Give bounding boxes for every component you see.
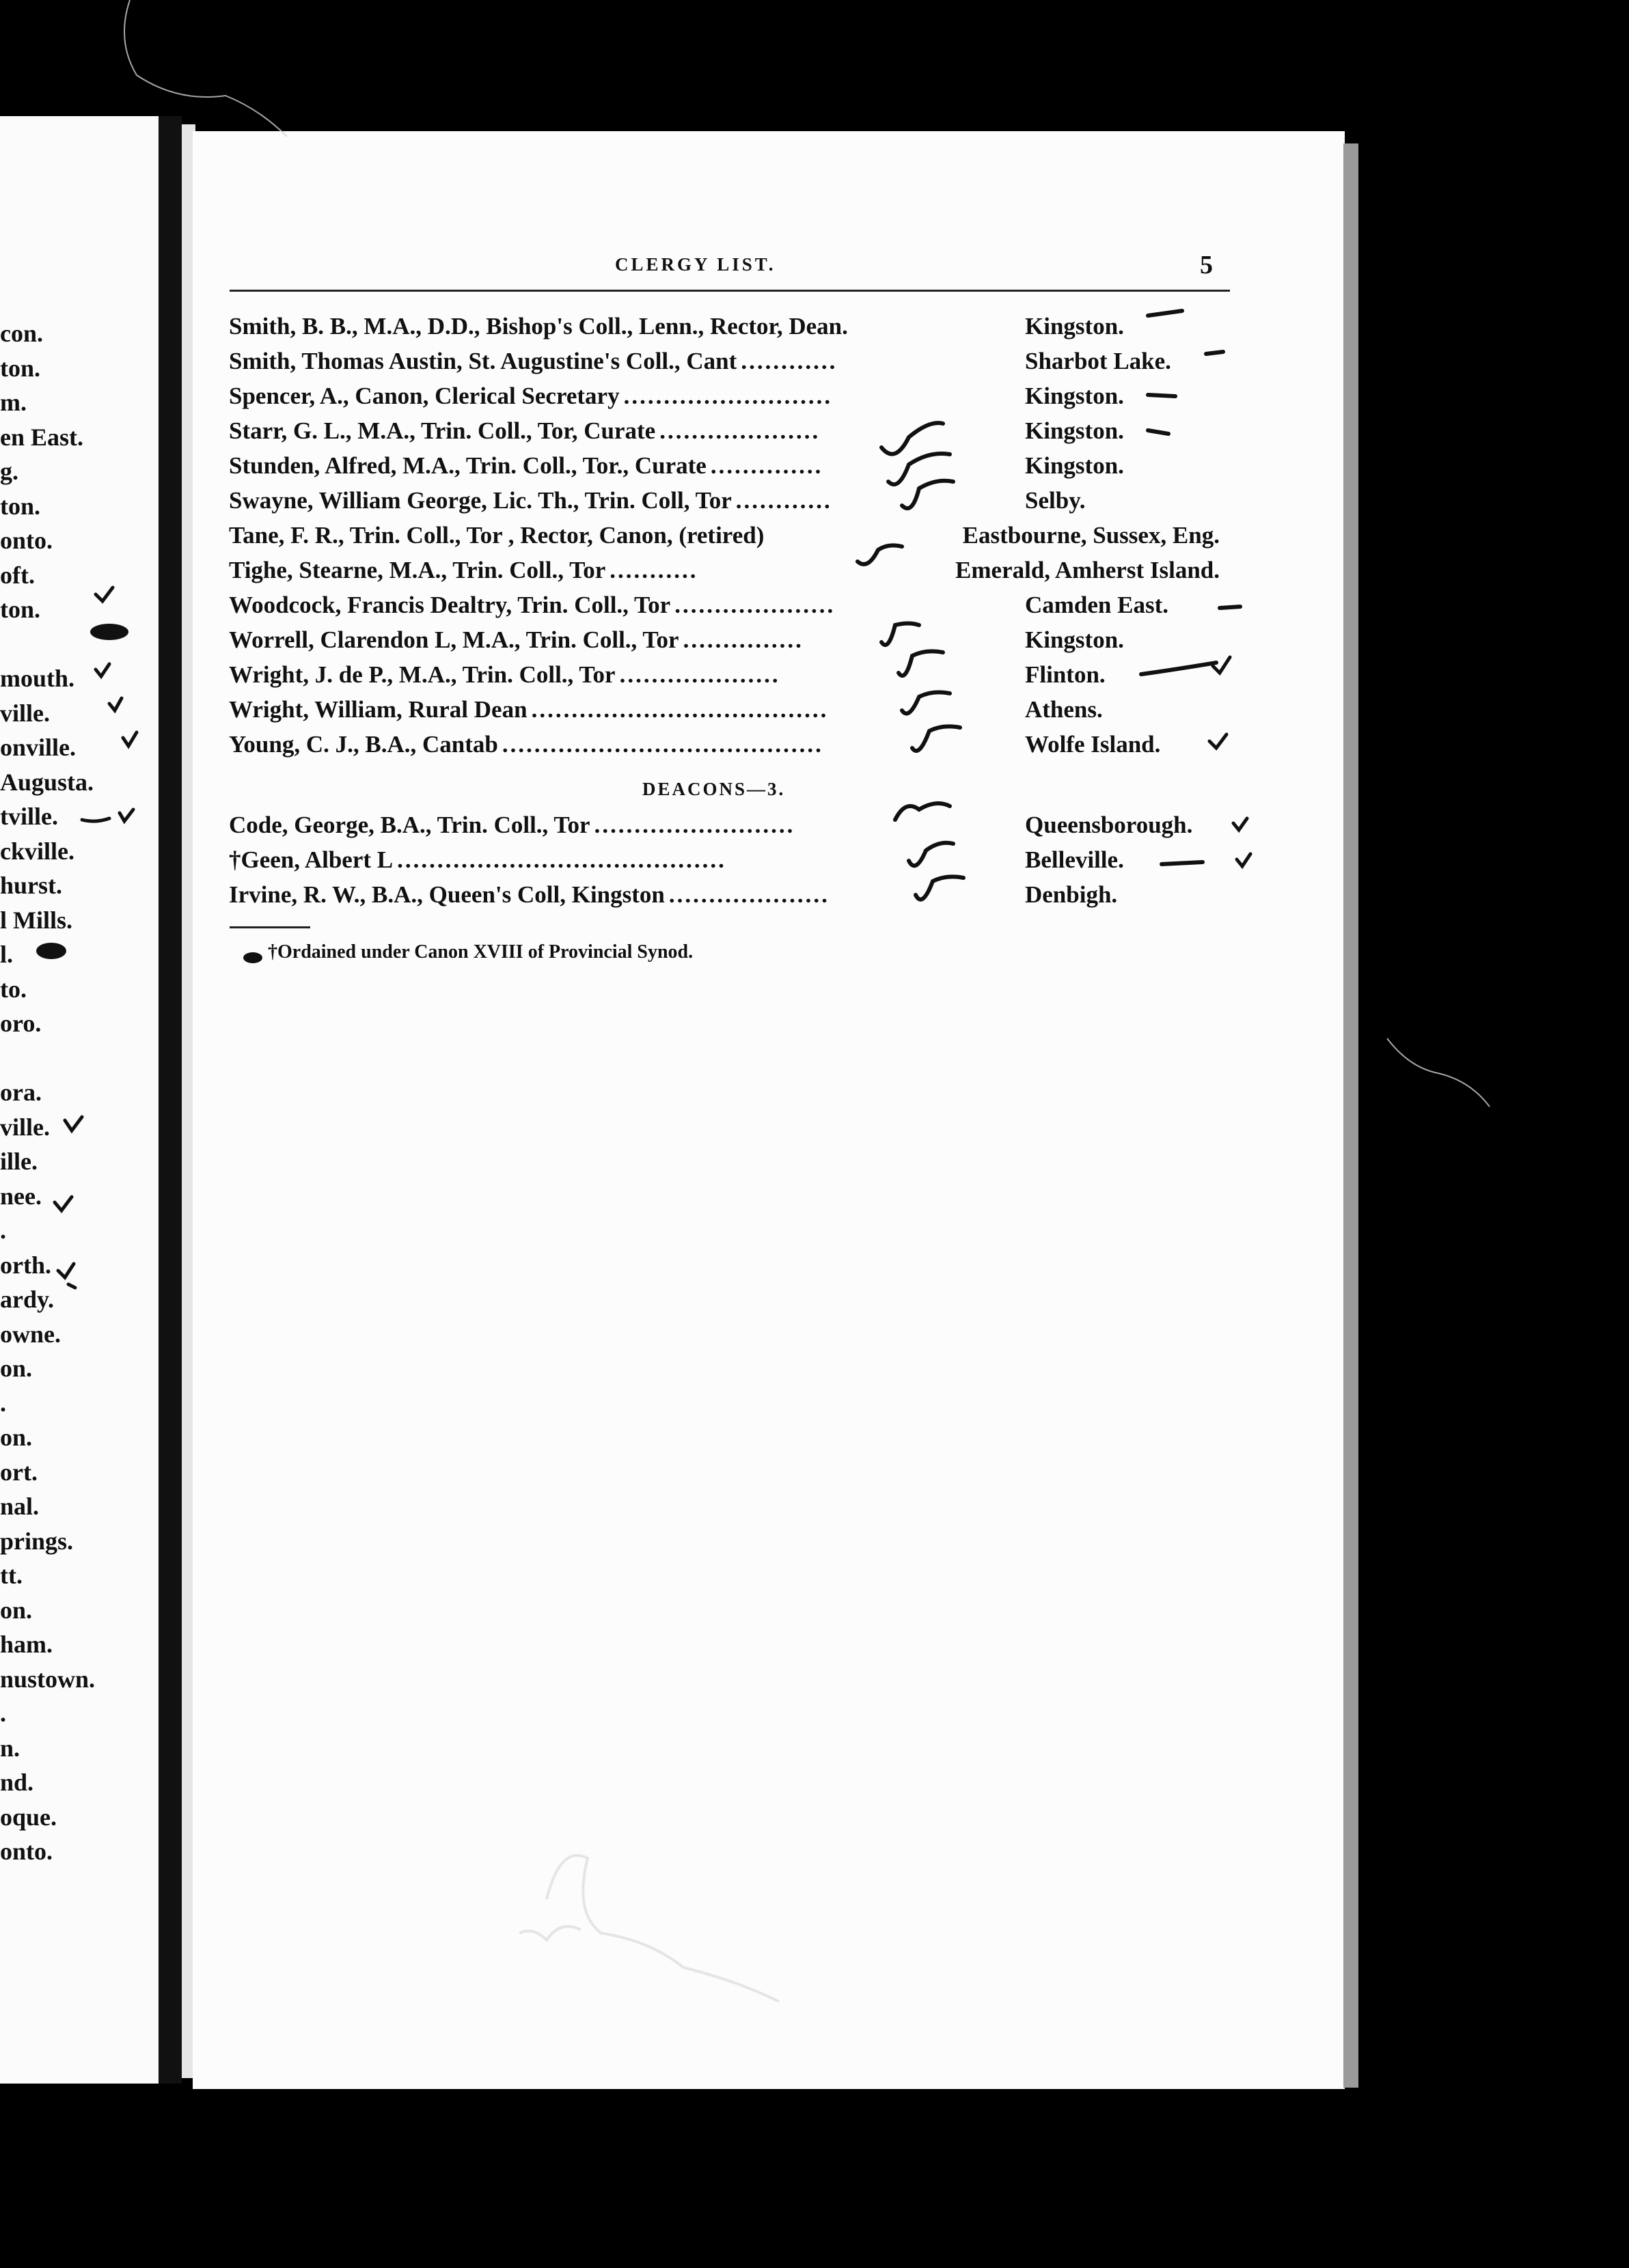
- left-page-line: nal.: [0, 1493, 40, 1520]
- left-page-line: nd.: [0, 1769, 34, 1796]
- clergy-name: Wright, William, Rural Dean: [229, 696, 528, 723]
- clergy-name: Swayne, William George, Lic. Th., Trin. Coll, Tor: [229, 487, 732, 514]
- left-page-line: oque.: [0, 1803, 57, 1831]
- left-page-line: mouth.: [0, 665, 75, 692]
- clergy-place: Eastbourne, Sussex, Eng.: [962, 522, 1220, 549]
- leader-dots: .....................................: [531, 697, 829, 721]
- left-page-line: .: [0, 1700, 6, 1727]
- left-page-line: onville.: [0, 734, 77, 761]
- leader-dots: ....................: [668, 883, 830, 907]
- left-page-line: ton.: [0, 596, 41, 623]
- left-page-line: onto.: [0, 1838, 53, 1865]
- clergy-name: Stunden, Alfred, M.A., Trin. Coll., Tor., Curate: [229, 452, 707, 479]
- clergy-place: Selby.: [1025, 487, 1086, 514]
- clergy-place: Emerald, Amherst Island.: [955, 557, 1220, 583]
- clergy-name: Smith, Thomas Austin, St. Augustine's Coll., Cant: [229, 348, 737, 374]
- clergy-name: Tighe, Stearne, M.A., Trin. Coll., Tor: [229, 557, 606, 583]
- left-page-line: con.: [0, 320, 43, 347]
- clergy-name: Code, George, B.A., Trin. Coll., Tor: [229, 812, 590, 838]
- left-page-line: .: [0, 1217, 6, 1244]
- clergy-place: Kingston.: [1025, 313, 1124, 340]
- leader-dots: ............: [741, 349, 838, 373]
- left-page-line: ville.: [0, 1113, 50, 1141]
- leader-dots: ........................................: [502, 732, 823, 756]
- clergy-place: Kingston.: [1025, 626, 1124, 653]
- clergy-name: †Geen, Albert L: [229, 846, 394, 873]
- left-page-line: .: [0, 1389, 6, 1417]
- clergy-place: Kingston.: [1025, 452, 1124, 479]
- left-page-line: l.: [0, 941, 14, 968]
- clergy-name: Irvine, R. W., B.A., Queen's Coll, Kingston: [229, 881, 665, 908]
- left-page-line: to.: [0, 975, 27, 1003]
- clergy-name: Starr, G. L., M.A., Trin. Coll., Tor, Curate: [229, 417, 656, 444]
- clergy-place: Kingston.: [1025, 383, 1124, 409]
- leader-dots: ............: [735, 488, 832, 512]
- clergy-place: Sharbot Lake.: [1025, 348, 1171, 374]
- left-page-line: ardy.: [0, 1286, 55, 1313]
- clergy-name: Tane, F. R., Trin. Coll., Tor , Rector, Canon, (retired): [229, 522, 765, 549]
- left-page-line: onto.: [0, 527, 53, 554]
- leader-dots: .........................: [594, 813, 795, 837]
- left-page-line: prings.: [0, 1527, 74, 1555]
- clergy-name: Worrell, Clarendon L, M.A., Trin. Coll., Tor: [229, 626, 679, 653]
- clergy-name: Smith, B. B., M.A., D.D., Bishop's Coll., Lenn., Rector, Dean.: [229, 313, 848, 340]
- left-page-line: on.: [0, 1355, 33, 1382]
- clergy-place: Wolfe Island.: [1025, 731, 1161, 758]
- left-page-line: ton.: [0, 492, 41, 520]
- leader-dots: ...............: [683, 628, 804, 652]
- left-page-line: tt.: [0, 1562, 23, 1589]
- footnote: †Ordained under Canon XVIII of Provincial Synod.: [268, 941, 694, 963]
- clergy-name: Young, C. J., B.A., Cantab: [229, 731, 498, 758]
- left-page-line: ton.: [0, 354, 41, 382]
- left-page-line: ville.: [0, 699, 50, 727]
- left-page-line: ille.: [0, 1148, 38, 1175]
- clergy-place: Athens.: [1025, 696, 1103, 723]
- clergy-name: Woodcock, Francis Dealtry, Trin. Coll., Tor: [229, 592, 671, 618]
- left-page-line: on.: [0, 1596, 33, 1624]
- left-page-line: Augusta.: [0, 768, 94, 796]
- clergy-place: Belleville.: [1025, 846, 1124, 873]
- clergy-place: Camden East.: [1025, 592, 1169, 618]
- left-page-line: hurst.: [0, 872, 63, 899]
- clergy-place: Queensborough.: [1025, 812, 1193, 838]
- left-page-line: m.: [0, 389, 27, 416]
- clergy-name: Spencer, A., Canon, Clerical Secretary: [229, 383, 620, 409]
- leader-dots: ..........................: [623, 384, 833, 408]
- left-page-line: n.: [0, 1734, 20, 1762]
- left-page-line: ora.: [0, 1079, 42, 1106]
- leader-dots: ....................: [659, 419, 821, 443]
- left-page-line: oro.: [0, 1010, 42, 1037]
- left-page-line: oft.: [0, 561, 35, 589]
- leader-dots: ..............: [710, 454, 823, 478]
- left-page-line: l Mills.: [0, 906, 72, 934]
- deacons-heading: DEACONS—3.: [642, 779, 786, 799]
- left-page-line: nustown.: [0, 1665, 96, 1693]
- left-page-line: ort.: [0, 1458, 38, 1486]
- clergy-place: Kingston.: [1025, 417, 1124, 444]
- clergy-name: Wright, J. de P., M.A., Trin. Coll., Tor: [229, 661, 616, 688]
- left-page-line: nee.: [0, 1182, 42, 1210]
- left-page-line: g.: [0, 458, 18, 485]
- leader-dots: ...........: [610, 558, 698, 582]
- clergy-place: Flinton.: [1025, 661, 1106, 688]
- left-page-line: owne.: [0, 1320, 61, 1348]
- left-page-line: en East.: [0, 423, 84, 451]
- left-page-line: ckville.: [0, 837, 74, 865]
- leader-dots: .........................................: [397, 848, 726, 872]
- page-number: 5: [1200, 251, 1213, 279]
- left-page-line: orth.: [0, 1251, 51, 1279]
- left-page-line: on.: [0, 1424, 33, 1451]
- leader-dots: ....................: [674, 593, 836, 617]
- running-header: CLERGY LIST.: [615, 254, 776, 275]
- clergy-place: Denbigh.: [1025, 881, 1118, 908]
- left-page-line: ham.: [0, 1631, 53, 1658]
- leader-dots: ....................: [619, 663, 780, 687]
- left-page-line: tville.: [0, 803, 58, 830]
